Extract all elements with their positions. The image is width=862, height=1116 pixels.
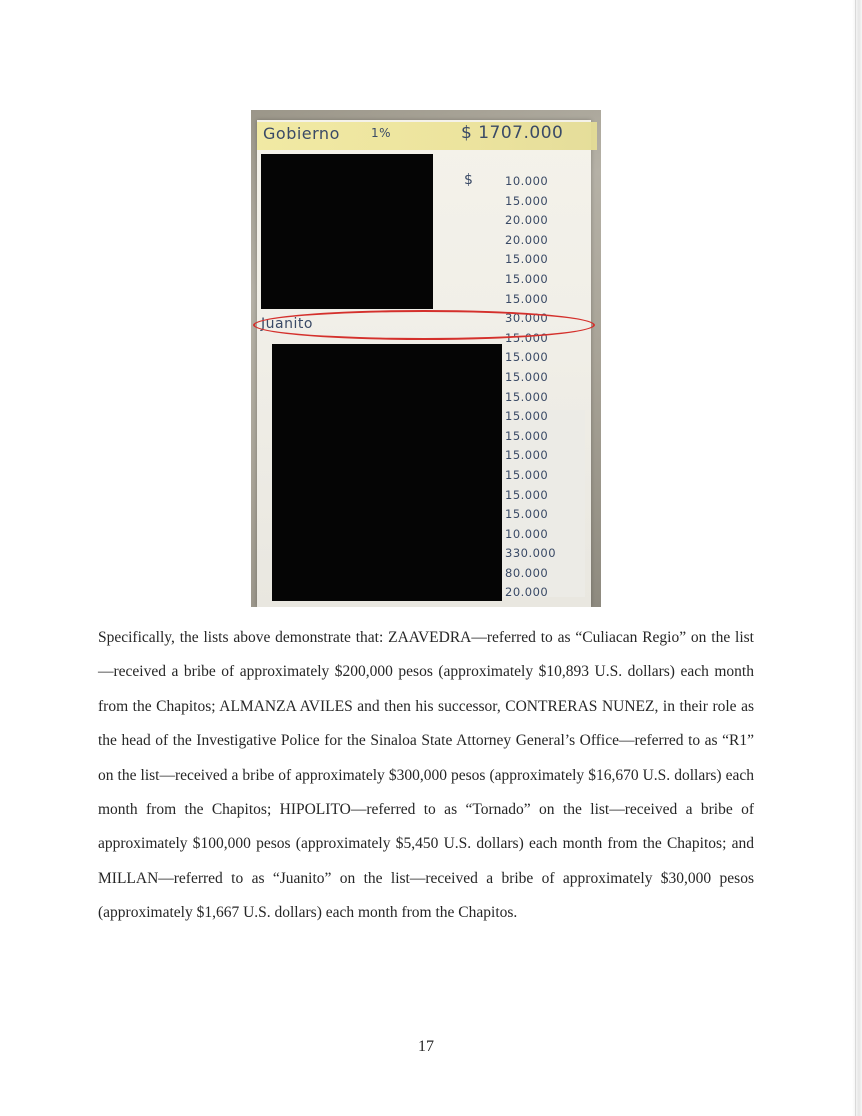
amount-item: 20.000 [505,232,549,247]
page-number: 17 [418,1038,434,1055]
amount-item-highlighted: 30.000 [505,311,549,326]
amount-item: 20.000 [505,585,549,600]
ledger-photo [251,110,601,607]
amount-item: 15.000 [505,252,549,267]
amount-item: 15.000 [505,467,549,482]
amount-item: 15.000 [505,271,549,286]
amount-item: 15.000 [505,330,549,345]
redaction-box-top [261,154,433,309]
dollar-sign: $ [464,172,474,188]
redaction-box-bottom [272,344,502,601]
header-label: Gobierno [263,124,340,143]
amount-item: 15.000 [505,369,549,384]
amount-item: 15.000 [505,291,549,306]
amount-item: 15.000 [505,409,549,424]
amount-item: 15.000 [505,428,549,443]
amount-item: 330.000 [505,546,557,561]
body-paragraph: Specifically, the lists above demonstrate that: ZAAVEDRA—referred to as “Culiacan Regio” on the list—received a bribe of approximately $200,000 pesos (approximately $10,893 U.S. dollars) each month from the Chapitos; ALMANZA AVILES and then his successor, CONTRERAS NUNEZ, in their role as the head of the Investigative Police for the Sinaloa State Attorney General’s Office—referred to as “R1” on the list—received a bribe of approximately $300,000 pesos (approximately $16,670 U.S. dollars) each month from the Chapitos; HIPOLITO—referred to as “Tornado” on the list—received a bribe of approximately $100,000 pesos (approximately $5,450 U.S. dollars) each month from the Chapitos; and MILLAN—referred to as “Juanito” on the list—received a bribe of approximately $30,000 pesos (approximately $1,667 U.S. dollars) each month from the Chapitos. [98,629,754,922]
amount-list [487,172,597,603]
amount-item: 15.000 [505,448,549,463]
amount-item: 20.000 [505,213,549,228]
header-percent: 1% [371,126,392,140]
red-circle-annotation [253,310,595,340]
amount-item: 10.000 [505,174,549,188]
amount-item: 10.000 [505,526,549,541]
amount-item: 15.000 [505,193,549,208]
amount-item: 15.000 [505,350,549,365]
amount-item: 15.000 [505,487,549,502]
highlighted-name: Juanito [261,316,313,332]
amount-item: 80.000 [505,565,549,580]
amount-item: 15.000 [505,389,549,404]
header-total: $ 1707.000 [461,123,564,143]
scan-edge [852,0,862,1116]
amount-item: 15.000 [505,507,549,522]
